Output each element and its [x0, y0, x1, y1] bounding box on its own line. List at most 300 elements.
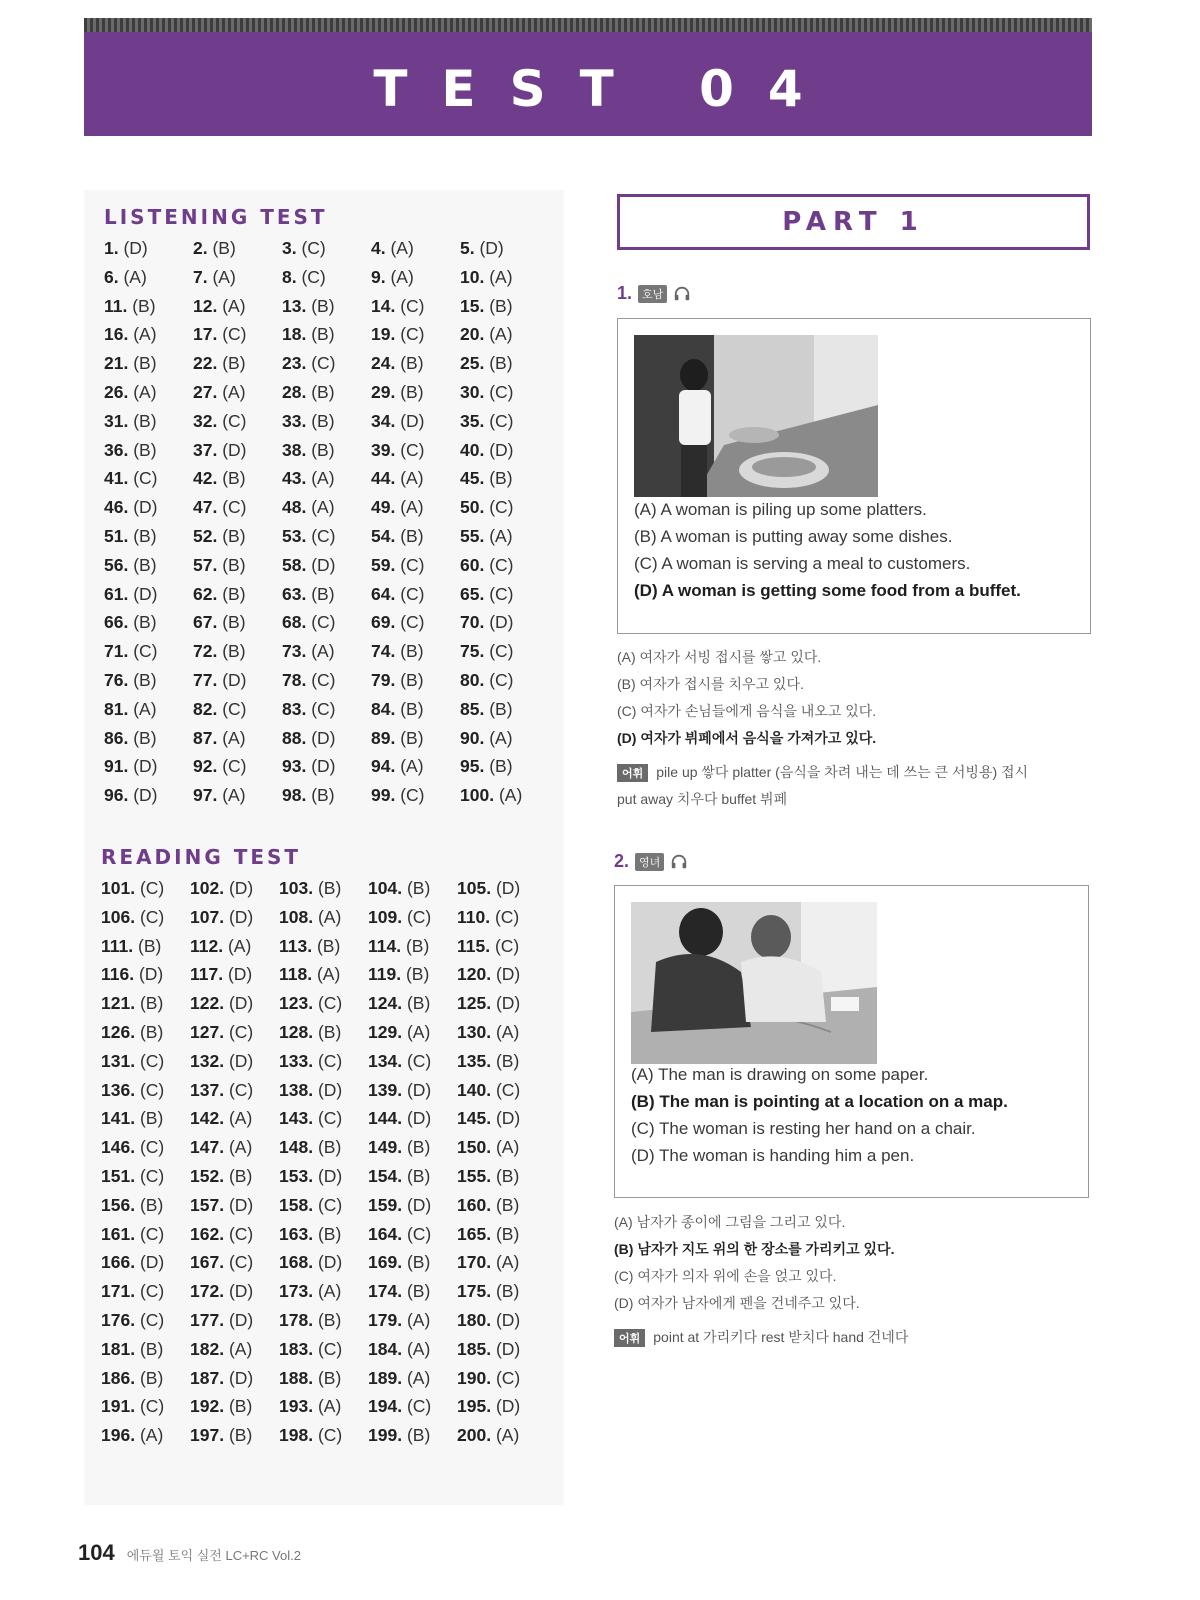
answer-number: 82: [193, 698, 213, 719]
answer-choice: (C): [228, 1223, 254, 1244]
answer-choice: (A): [400, 756, 424, 777]
answer-item: 184. (A): [368, 1338, 431, 1359]
answer-number: 25: [460, 353, 480, 374]
answer-choice: (C): [400, 612, 425, 633]
answer-number: 97: [193, 785, 213, 806]
answer-number: 173: [279, 1281, 309, 1302]
answer-item: 11. (B): [104, 295, 156, 316]
answer-item: 161. (C): [101, 1223, 165, 1244]
answer-number: 156: [101, 1194, 131, 1215]
answer-choice: (B): [406, 1165, 431, 1186]
answer-choice: (D): [400, 410, 425, 431]
answer-choice: (B): [400, 727, 424, 748]
answer-choice: (C): [489, 410, 514, 431]
answer-choice: (D): [311, 554, 336, 575]
answer-number: 78: [282, 669, 302, 690]
answer-number: 37: [193, 439, 213, 460]
answer-number: 174: [368, 1281, 398, 1302]
answer-choice: (B): [317, 1021, 342, 1042]
answer-number: 123: [279, 993, 309, 1014]
answer-item: 149. (B): [368, 1137, 431, 1158]
answer-number: 146: [101, 1137, 131, 1158]
answer-item: 59. (C): [371, 554, 425, 575]
answer-number: 187: [190, 1367, 220, 1388]
answer-choice: (A): [212, 266, 236, 287]
answer-number: 121: [101, 993, 131, 1014]
answer-number: 58: [282, 554, 302, 575]
answer-number: 185: [457, 1338, 487, 1359]
answer-item: 43. (A): [282, 468, 335, 489]
answer-number: 200: [457, 1425, 487, 1446]
answer-item: 79. (B): [371, 669, 424, 690]
answer-number: 86: [104, 727, 124, 748]
answer-number: 186: [101, 1367, 131, 1388]
answer-number: 132: [190, 1050, 220, 1071]
answer-item: 122. (D): [190, 993, 254, 1014]
answer-number: 81: [104, 698, 124, 719]
answer-number: 30: [460, 381, 480, 402]
answer-item: 164. (C): [368, 1223, 432, 1244]
answer-item: 96. (D): [104, 785, 158, 806]
answer-item: 39. (C): [371, 439, 425, 460]
answer-item: 44. (A): [371, 468, 424, 489]
answer-item: 123. (C): [279, 993, 343, 1014]
answer-number: 161: [101, 1223, 131, 1244]
answer-item: 113. (B): [279, 935, 341, 956]
answer-number: 135: [457, 1050, 487, 1071]
answer-item: 142. (A): [190, 1108, 253, 1129]
answer-item: 15. (B): [460, 295, 513, 316]
answer-number: 103: [279, 878, 309, 898]
answer-number: 90: [460, 727, 480, 748]
answer-number: 9: [371, 266, 381, 287]
answer-number: 84: [371, 698, 391, 719]
headphone-icon: [673, 285, 691, 303]
answer-choice: (D): [123, 238, 148, 258]
answer-choice: (C): [489, 669, 514, 690]
answer-number: 6: [104, 266, 114, 287]
answer-choice: (C): [406, 1223, 432, 1244]
answer-item: 176. (C): [101, 1309, 165, 1330]
answer-item: 109. (C): [368, 906, 432, 927]
answer-item: 54. (B): [371, 525, 424, 546]
answer-item: 48. (A): [282, 497, 335, 518]
answer-choice: (C): [406, 1050, 432, 1071]
answer-number: 53: [282, 525, 302, 546]
answer-item: 175. (B): [457, 1281, 520, 1302]
option-a: (A) The man is drawing on some paper.: [631, 1065, 929, 1084]
answer-choice: (C): [489, 497, 514, 518]
answer-item: 14. (C): [371, 295, 425, 316]
answer-number: 183: [279, 1338, 309, 1359]
answer-item: 150. (A): [457, 1137, 520, 1158]
vocab-text: put away 치우다 buffet 뷔페: [617, 791, 788, 807]
listening-answer-grid: [104, 238, 549, 814]
answer-item: 112. (A): [190, 935, 252, 956]
option-d-correct: (D) A woman is getting some food from a buffet.: [634, 581, 1021, 600]
answer-choice: (D): [228, 1194, 254, 1215]
answer-choice: (D): [495, 993, 521, 1014]
answer-number: 11: [104, 295, 123, 316]
answer-item: 114. (B): [368, 935, 430, 956]
answer-item: 185. (D): [457, 1338, 521, 1359]
answer-item: 34. (D): [371, 410, 425, 431]
answer-item: 25. (B): [460, 353, 513, 374]
answer-number: 5: [460, 238, 470, 258]
answer-number: 128: [279, 1021, 309, 1042]
answer-choice: (B): [139, 1194, 164, 1215]
answer-choice: (C): [139, 1137, 165, 1158]
answer-choice: (B): [406, 1137, 431, 1158]
answer-choice: (C): [317, 1050, 343, 1071]
answer-item: 120. (D): [457, 964, 521, 985]
option-b: (B) A woman is putting away some dishes.: [634, 527, 953, 546]
answer-item: 124. (B): [368, 993, 431, 1014]
answer-number: 140: [457, 1079, 487, 1100]
answer-choice: (D): [228, 1050, 254, 1071]
answer-number: 54: [371, 525, 391, 546]
answer-number: 164: [368, 1223, 398, 1244]
answer-item: 125. (D): [457, 993, 521, 1014]
answer-item: 97. (A): [193, 785, 246, 806]
answer-number: 15: [460, 295, 480, 316]
answer-choice: (D): [489, 439, 514, 460]
answer-number: 147: [190, 1137, 220, 1158]
vocab-badge: 어휘: [614, 1329, 645, 1347]
answer-choice: (D): [406, 1194, 432, 1215]
answer-item: 88. (D): [282, 727, 336, 748]
answer-choice: (A): [317, 1281, 342, 1302]
answer-number: 94: [371, 756, 391, 777]
answer-number: 38: [282, 439, 302, 460]
answer-number: 148: [279, 1137, 309, 1158]
answer-item: 20. (A): [460, 324, 513, 345]
answer-item: 197. (B): [190, 1425, 253, 1446]
answer-choice: (C): [489, 554, 514, 575]
answer-choice: (D): [228, 1281, 254, 1302]
answer-item: 6. (A): [104, 266, 147, 287]
answer-number: 111: [101, 935, 129, 956]
answer-number: 42: [193, 468, 213, 489]
answer-item: 146. (C): [101, 1137, 165, 1158]
answer-item: 66. (B): [104, 612, 157, 633]
answer-number: 85: [460, 698, 480, 719]
answer-number: 47: [193, 497, 213, 518]
answer-item: 9. (A): [371, 266, 414, 287]
answer-item: 118. (A): [279, 964, 341, 985]
answer-item: 127. (C): [190, 1021, 254, 1042]
answer-choice: (C): [139, 1165, 165, 1186]
answer-number: 124: [368, 993, 398, 1014]
answer-item: 56. (B): [104, 554, 157, 575]
answer-number: 120: [457, 964, 487, 985]
map-photo: [631, 902, 877, 1064]
answer-number: 50: [460, 497, 480, 518]
answer-choice: (B): [133, 410, 157, 431]
answer-number: 35: [460, 410, 480, 431]
page-footer: [78, 1540, 301, 1566]
answer-item: 182. (A): [190, 1338, 253, 1359]
translation-d-correct: (D) 여자가 뷔페에서 음식을 가져가고 있다.: [617, 730, 877, 746]
answer-item: 126. (B): [101, 1021, 164, 1042]
answer-item: 139. (D): [368, 1079, 432, 1100]
answer-item: 133. (C): [279, 1050, 343, 1071]
answer-number: 165: [457, 1223, 487, 1244]
answer-number: 168: [279, 1252, 309, 1273]
option-c: (C) A woman is serving a meal to customers.: [634, 554, 971, 573]
answer-item: 58. (D): [282, 554, 336, 575]
answer-item: 192. (B): [190, 1396, 253, 1417]
answer-item: 105. (D): [457, 878, 521, 898]
answer-item: 132. (D): [190, 1050, 254, 1071]
answer-number: 19: [371, 324, 391, 345]
answer-item: 35. (C): [460, 410, 514, 431]
answer-number: 26: [104, 381, 124, 402]
answer-number: 98: [282, 785, 302, 806]
answer-number: 76: [104, 669, 124, 690]
answer-number: 79: [371, 669, 391, 690]
answer-number: 49: [371, 497, 391, 518]
answer-item: 155. (B): [457, 1165, 520, 1186]
answer-number: 157: [190, 1194, 220, 1215]
answer-choice: (D): [133, 583, 158, 604]
answer-number: 196: [101, 1425, 131, 1446]
translation-c: (C) 여자가 의자 위에 손을 얹고 있다.: [614, 1268, 837, 1284]
answer-item: 141. (B): [101, 1108, 164, 1129]
answer-choice: (D): [406, 1079, 432, 1100]
answer-choice: (B): [228, 1396, 253, 1417]
answer-choice: (A): [311, 468, 335, 489]
answer-choice: (B): [317, 1223, 342, 1244]
vocab-text: pile up 쌓다 platter (음식을 차려 내는 데 쓰는 큰 서빙용) 접시: [656, 764, 1029, 780]
answer-item: 156. (B): [101, 1194, 164, 1215]
answer-choice: (D): [227, 964, 253, 985]
vocab-text: point at 가리키다 rest 받치다 hand 건네다: [653, 1329, 909, 1345]
answer-item: 86. (B): [104, 727, 157, 748]
answer-number: 160: [457, 1194, 487, 1215]
answer-number: 40: [460, 439, 480, 460]
answer-number: 61: [104, 583, 124, 604]
answer-item: 10. (A): [460, 266, 513, 287]
answer-item: 18. (B): [282, 324, 335, 345]
answer-item: 46. (D): [104, 497, 158, 518]
answer-choice: (C): [495, 1079, 521, 1100]
answer-item: 107. (D): [190, 906, 254, 927]
answer-choice: (B): [138, 935, 162, 956]
answer-number: 68: [282, 612, 302, 633]
answer-choice: (C): [139, 1079, 165, 1100]
answer-number: 129: [368, 1021, 398, 1042]
answer-item: 64. (C): [371, 583, 425, 604]
buffet-photo: [634, 335, 878, 497]
answer-choice: (D): [222, 439, 247, 460]
answer-choice: (D): [317, 1252, 343, 1273]
answer-number: 57: [193, 554, 213, 575]
answer-item: 33. (B): [282, 410, 335, 431]
answer-number: 43: [282, 468, 302, 489]
answer-item: 7. (A): [193, 266, 236, 287]
answer-choice: (C): [311, 669, 336, 690]
answer-choice: (B): [317, 1137, 342, 1158]
answer-item: 103. (B): [279, 878, 342, 898]
question-1-label: [617, 283, 691, 304]
answer-number: 116: [101, 964, 130, 985]
answer-item: 129. (A): [368, 1021, 431, 1042]
answer-number: 143: [279, 1108, 309, 1129]
answer-choice: (A): [489, 266, 513, 287]
answer-item: 22. (B): [193, 353, 246, 374]
answer-choice: (A): [133, 698, 157, 719]
answer-choice: (B): [139, 993, 164, 1014]
answer-choice: (D): [317, 1165, 343, 1186]
answer-item: 136. (C): [101, 1079, 165, 1100]
answer-choice: (D): [311, 756, 336, 777]
answer-choice: (A): [133, 324, 157, 345]
answer-number: 106: [101, 906, 131, 927]
answer-item: 190. (C): [457, 1367, 521, 1388]
answer-choice: (A): [228, 1137, 253, 1158]
answer-item: 151. (C): [101, 1165, 165, 1186]
answer-choice: (A): [311, 641, 335, 662]
answer-number: 158: [279, 1194, 309, 1215]
answer-item: 26. (A): [104, 381, 157, 402]
answer-item: 78. (C): [282, 669, 336, 690]
translation-a: (A) 남자가 종이에 그림을 그리고 있다.: [614, 1214, 846, 1230]
answer-item: 180. (D): [457, 1309, 521, 1330]
answer-number: 100: [460, 785, 490, 806]
answer-item: 69. (C): [371, 612, 425, 633]
answer-choice: (C): [317, 1194, 343, 1215]
answer-item: 51. (B): [104, 525, 157, 546]
answer-item: 134. (C): [368, 1050, 432, 1071]
answer-number: 104: [368, 878, 398, 898]
answer-number: 73: [282, 641, 302, 662]
answer-number: 189: [368, 1367, 398, 1388]
answer-item: 1. (D): [104, 238, 148, 258]
answer-choice: (C): [406, 1396, 432, 1417]
answer-item: 187. (D): [190, 1367, 254, 1388]
answer-choice: (A): [317, 906, 342, 927]
answer-choice: (D): [228, 993, 254, 1014]
answer-item: 73. (A): [282, 641, 335, 662]
answer-item: 115. (C): [457, 935, 520, 956]
answer-item: 200. (A): [457, 1425, 520, 1446]
answer-number: 64: [371, 583, 391, 604]
answer-number: 2: [193, 238, 203, 258]
question-2-box: [614, 885, 1089, 1198]
answer-number: 150: [457, 1137, 487, 1158]
answer-item: 53. (C): [282, 525, 336, 546]
answer-choice: (A): [495, 1252, 520, 1273]
answer-number: 13: [282, 295, 302, 316]
answer-item: 94. (A): [371, 756, 424, 777]
answer-choice: (A): [222, 727, 246, 748]
question-number: 1.: [617, 283, 633, 303]
answer-number: 69: [371, 612, 391, 633]
answer-choice: (A): [228, 1338, 253, 1359]
answer-choice: (C): [222, 410, 247, 431]
answer-number: 108: [279, 906, 309, 927]
answer-item: 27. (A): [193, 381, 246, 402]
answer-number: 130: [457, 1021, 487, 1042]
answer-choice: (D): [495, 1396, 521, 1417]
vocab-line: [617, 789, 787, 809]
answer-number: 63: [282, 583, 302, 604]
answer-item: 75. (C): [460, 641, 514, 662]
answer-choice: (C): [139, 1223, 165, 1244]
answer-number: 127: [190, 1021, 220, 1042]
answer-number: 167: [190, 1252, 220, 1273]
answer-number: 56: [104, 554, 124, 575]
answer-item: 13. (B): [282, 295, 335, 316]
answer-number: 176: [101, 1309, 131, 1330]
answer-number: 75: [460, 641, 480, 662]
answer-number: 22: [193, 353, 213, 374]
answer-number: 192: [190, 1396, 220, 1417]
answer-number: 110: [457, 906, 486, 927]
answer-choice: (D): [228, 906, 254, 927]
translation-a: (A) 여자가 서빙 접시를 쌓고 있다.: [617, 649, 822, 665]
answer-choice: (A): [317, 1396, 342, 1417]
answer-choice: (B): [311, 583, 335, 604]
answer-number: 31: [104, 410, 124, 431]
answer-choice: (A): [498, 785, 523, 806]
answer-number: 138: [279, 1079, 309, 1100]
answer-choice: (B): [400, 669, 424, 690]
answer-choice: (C): [301, 266, 326, 287]
answer-choice: (B): [133, 669, 157, 690]
answer-item: 102. (D): [190, 878, 254, 898]
answer-choice: (B): [133, 554, 157, 575]
banner-texture-strip: [84, 18, 1092, 32]
answer-item: 31. (B): [104, 410, 157, 431]
answer-number: 169: [368, 1252, 398, 1273]
answer-item: 12. (A): [193, 295, 246, 316]
answer-choice: (A): [495, 1137, 520, 1158]
vocab-line: [614, 1327, 908, 1347]
answer-item: 193. (A): [279, 1396, 342, 1417]
answer-number: 144: [368, 1108, 398, 1129]
answer-number: 179: [368, 1309, 398, 1330]
answer-number: 66: [104, 612, 124, 633]
answer-choice: (A): [406, 1338, 431, 1359]
answer-number: 14: [371, 295, 391, 316]
answer-number: 33: [282, 410, 302, 431]
answer-choice: (D): [139, 1252, 165, 1273]
answer-item: 82. (C): [193, 698, 247, 719]
answer-number: 142: [190, 1108, 220, 1129]
answer-choice: (C): [489, 381, 514, 402]
answer-choice: (B): [222, 554, 246, 575]
answer-item: 196. (A): [101, 1425, 164, 1446]
answer-choice: (B): [222, 353, 246, 374]
option-b-correct: (B) The man is pointing at a location on a map.: [631, 1092, 1008, 1111]
answer-number: 170: [457, 1252, 487, 1273]
answer-choice: (B): [406, 993, 431, 1014]
answer-choice: (B): [139, 1367, 164, 1388]
answer-choice: (C): [139, 906, 165, 927]
answer-item: 57. (B): [193, 554, 246, 575]
answer-item: 92. (C): [193, 756, 247, 777]
answer-number: 180: [457, 1309, 487, 1330]
answer-number: 125: [457, 993, 487, 1014]
answer-choice: (D): [228, 1309, 254, 1330]
answer-number: 112: [190, 935, 219, 956]
answer-number: 92: [193, 756, 213, 777]
answer-item: 32. (C): [193, 410, 247, 431]
answer-item: 100. (A): [460, 785, 523, 806]
answer-choice: (C): [495, 1367, 521, 1388]
